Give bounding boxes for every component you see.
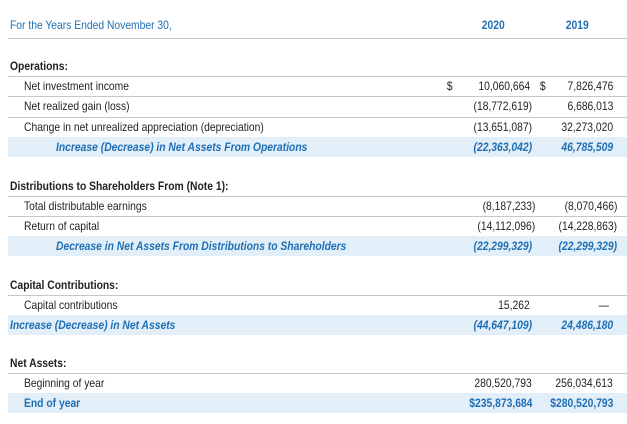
value-2020: 10,060,664: [478, 79, 530, 93]
total-2019: 24,486,180: [561, 318, 613, 332]
total-2019: 46,785,509: [561, 140, 613, 154]
row-label: Total distributable earnings: [24, 199, 147, 213]
value-2019: 256,034,613: [555, 376, 613, 390]
section-title-operations: [0, 57, 627, 75]
table-header: [0, 16, 627, 34]
total-label: End of year: [24, 396, 81, 410]
row-label: Net realized gain (loss): [24, 99, 130, 113]
section-title-capital: [0, 276, 627, 294]
value-2019: (14,228,863): [558, 219, 617, 233]
table-row: [0, 217, 627, 235]
currency-sign: $: [447, 79, 453, 93]
value-2019: —: [598, 298, 609, 312]
section-title-distributions: [0, 177, 627, 195]
section-title-net-assets: [0, 354, 627, 372]
column-header-2020: 2020: [482, 18, 505, 32]
row-label: Return of capital: [24, 219, 100, 233]
value-2020: (14,112,096): [477, 219, 535, 233]
total-label: Decrease in Net Assets From Distributions to Shareholders: [56, 239, 347, 253]
currency-sign: $: [540, 79, 546, 93]
table-row: [0, 296, 627, 314]
value-2020: 280,520,793: [474, 376, 532, 390]
section-title: Capital Contributions:: [10, 278, 119, 292]
value-2020: (18,772,619): [473, 99, 532, 113]
row-label: Net investment income: [24, 79, 129, 93]
table-row: [0, 374, 627, 392]
column-header-2019: 2019: [566, 18, 589, 32]
header-divider: [8, 38, 627, 39]
value-2019: 7,826,476: [567, 79, 613, 93]
total-2020: (44,647,109): [473, 318, 532, 332]
total-2020: $235,873,684: [468, 396, 532, 410]
section-title: Operations:: [10, 59, 68, 73]
table-row: [0, 197, 627, 215]
value-2020: (8,187,233): [482, 199, 535, 213]
period-heading: For the Years Ended November 30,: [10, 18, 172, 32]
total-2019: (22,299,329): [558, 239, 617, 253]
total-2019: $280,520,793: [549, 396, 613, 410]
total-2020: (22,299,329): [473, 239, 532, 253]
total-2020: (22,363,042): [473, 140, 532, 154]
section-title: Net Assets:: [10, 356, 67, 370]
table-row: [0, 97, 627, 115]
section-title: Distributions to Shareholders From (Note 1):: [10, 179, 229, 193]
total-row-distributions: [0, 237, 627, 255]
value-2019: 32,273,020: [561, 120, 613, 134]
value-2019: (8,070,466): [564, 199, 617, 213]
value-2019: 6,686,013: [567, 99, 613, 113]
row-label: Change in net unrealized appreciation (depreciation): [24, 120, 264, 134]
row-label: Beginning of year: [24, 376, 105, 390]
total-row-net-assets: [0, 394, 627, 412]
table-row: [0, 118, 627, 136]
value-2020: 15,262: [498, 298, 530, 312]
total-row-operations: [0, 138, 627, 156]
row-label: Capital contributions: [24, 298, 118, 312]
total-label: Increase (Decrease) in Net Assets: [10, 318, 176, 332]
total-label: Increase (Decrease) in Net Assets From Operations: [56, 140, 308, 154]
table-row: [0, 77, 627, 95]
total-row-capital: [0, 316, 627, 334]
value-2020: (13,651,087): [473, 120, 532, 134]
